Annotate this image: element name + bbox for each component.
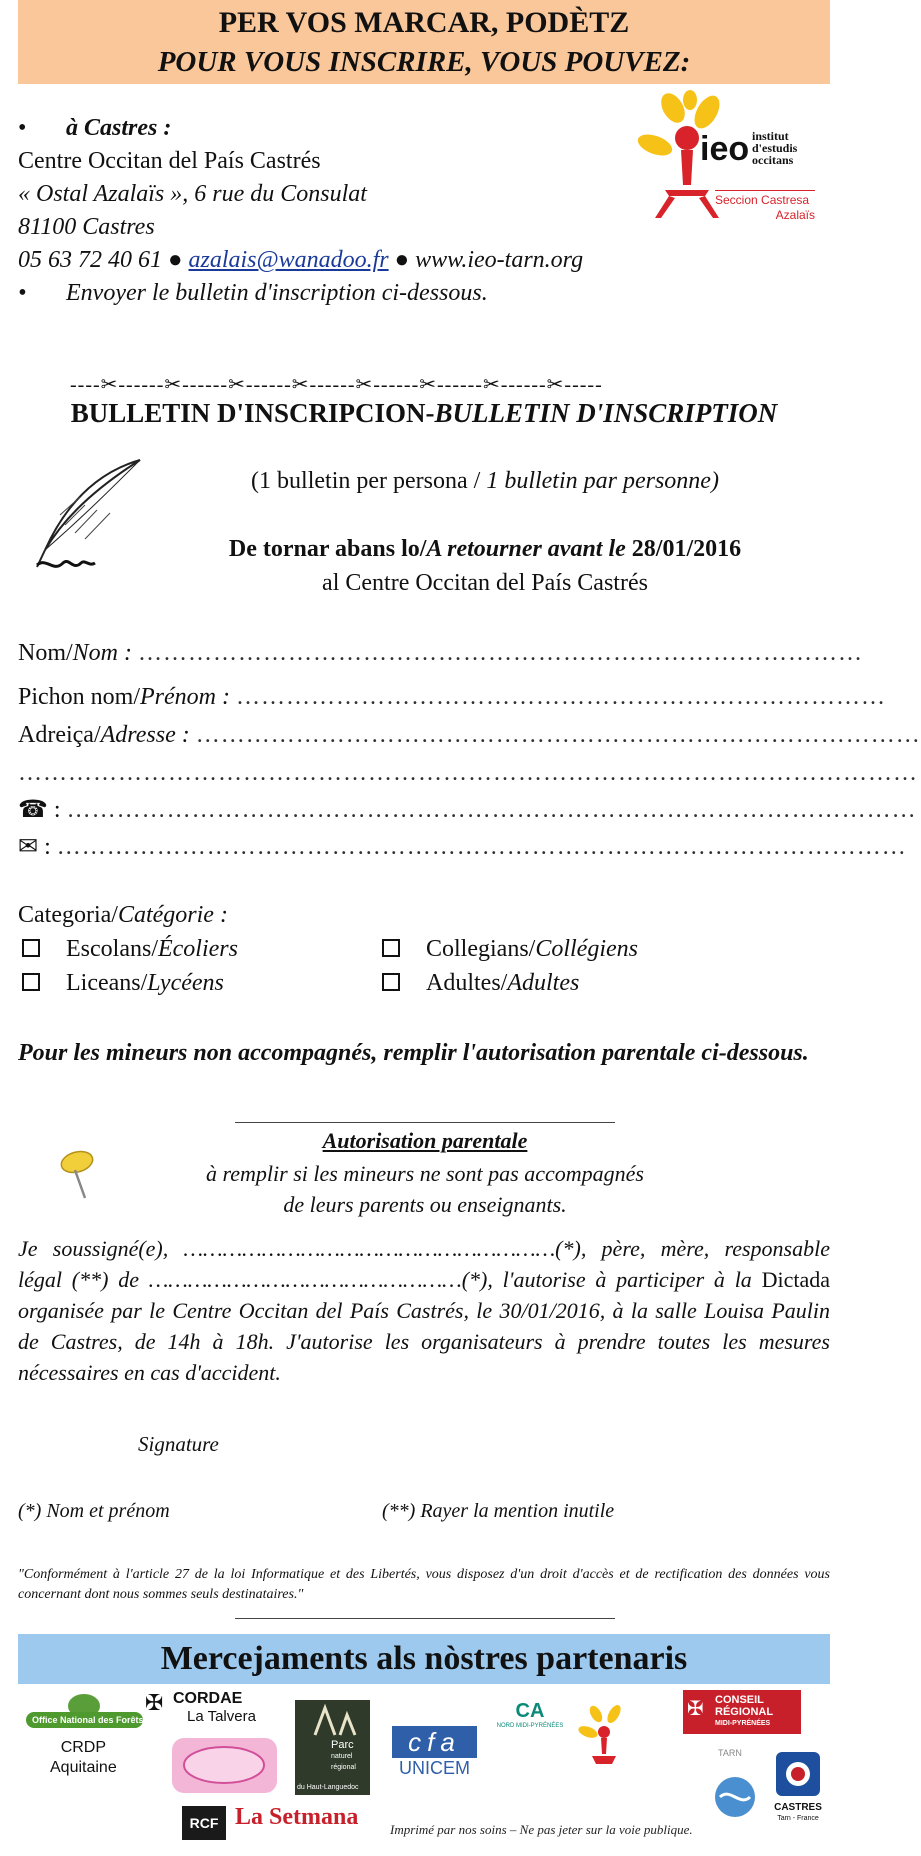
signature-label: Signature: [138, 1432, 219, 1456]
auth-sub2: de leurs parents ou enseignants.: [283, 1192, 567, 1217]
send-bulletin-text: Envoyer le bulletin d'inscription ci-dessous.: [66, 280, 488, 306]
onf-label: Office National des Forêts: [32, 1715, 144, 1725]
ieo-name1: institut: [752, 129, 789, 143]
address-block: [18, 112, 583, 310]
checkbox-icon[interactable]: [382, 939, 400, 957]
phone-field-label: :: [53, 797, 61, 823]
scissors-figure-icon: ✠: [145, 1690, 164, 1715]
checkbox-escolans[interactable]: [22, 936, 238, 963]
talvera-label: La Talvera: [187, 1708, 256, 1725]
website-link[interactable]: www.ieo-tarn.org: [415, 247, 584, 273]
ieo-name2: d'estudis: [752, 141, 798, 155]
category-label-oc: Categoria/: [18, 902, 118, 928]
adresse-label-fr: Adresse :: [100, 722, 190, 748]
cfa-logo: [392, 1726, 477, 1791]
print-notice: Imprimé par nos soins – Ne pas jeter sur la voie publique.: [390, 1822, 693, 1837]
opt2-fr: Collégiens: [535, 936, 638, 962]
bulletin-title-fr: BULLETIN D'INSCRIPTION: [434, 398, 778, 428]
legal-notice: "Conformément à l'article 27 de la loi Informatique et des Libertés, vous disposez d'un droit d'accès et de rectification des données vous concernant dont nous sommes seuls destinataires.": [18, 1567, 830, 1602]
conseil-label2: RÉGIONAL: [715, 1706, 774, 1718]
auth-subtitle: [0, 1158, 850, 1220]
rcf-logo: RCF: [182, 1806, 226, 1840]
partners-title: Mercejaments als nòstres partenaris: [18, 1634, 830, 1684]
parc-label3: régional: [331, 1764, 356, 1771]
bullet-icon: ●: [394, 247, 416, 273]
email-link[interactable]: azalais@wanadoo.fr: [188, 247, 389, 273]
return-fr: A retourner avant le: [426, 536, 626, 562]
ca-label: CA: [515, 1700, 545, 1722]
divider: [235, 1122, 615, 1123]
opt4-oc: Adultes/: [426, 970, 508, 996]
header-title-oc: PER VOS MARCAR, PODÈTZ: [218, 6, 630, 39]
tarn-label: TARN: [718, 1748, 742, 1758]
parc-label4: du Haut-Languedoc: [297, 1784, 359, 1791]
bulletin-title-oc: BULLETIN D'INSCRIPCION-: [70, 398, 435, 428]
checkbox-adultes[interactable]: [382, 970, 579, 997]
onf-logo: [22, 1692, 147, 1732]
ieo-section: Seccion Castresa: [715, 190, 815, 208]
dotted-line: ……………………………………………………………………………: [138, 640, 864, 666]
conseil-label1: CONSEIL: [715, 1694, 764, 1706]
cfa-label: cfa: [392, 1726, 477, 1758]
phone-field[interactable]: [18, 795, 917, 824]
nom-field[interactable]: [18, 640, 864, 667]
address-line3: 81100 Castres: [18, 214, 155, 240]
nom-label-oc: Nom/: [18, 640, 73, 666]
dotted-line: …………………………………………………………………………………………: [66, 797, 917, 823]
auth-sub1: à remplir si les mineurs ne sont pas accompagnés: [206, 1161, 644, 1186]
bulletin-title: [18, 398, 830, 429]
castres-sub-label: Tarn - France: [777, 1815, 819, 1822]
opt1-oc: Escolans/: [66, 936, 158, 962]
mail-field-label: :: [44, 834, 51, 860]
bullet-icon: •: [18, 280, 27, 306]
return-date: 28/01/2016: [631, 536, 742, 562]
envelope-icon: ✉: [18, 834, 39, 860]
auth-p1: Je soussigné(e), …………………………………………………(*), père, mère, responsable légal (**) de …………………………………………(*), l'autorise à participer à la: [18, 1236, 830, 1292]
ieo-name3: occitans: [752, 153, 794, 167]
checkbox-collegians[interactable]: [382, 936, 638, 963]
place-label: à Castres :: [66, 115, 172, 141]
note-nom: (*) Nom et prénom: [18, 1500, 170, 1522]
pink-partner-logo: [172, 1738, 277, 1793]
ieo-abbr: ieo: [700, 130, 750, 168]
conseil-label3: MIDI-PYRÉNÉES: [715, 1720, 771, 1727]
prenom-label-oc: Pichon nom/: [18, 684, 141, 710]
occitan-cross-icon: ✠: [687, 1698, 704, 1720]
ca-sub-label: NORD MIDI-PYRÉNÉES: [496, 1723, 564, 1729]
bullet-icon: •: [18, 115, 27, 141]
bullet-icon: ●: [168, 247, 189, 273]
cut-line: ----✂------✂------✂------✂------✂------✂------✂------✂-----: [70, 374, 603, 396]
per-person-fr: 1 bulletin par personne): [486, 468, 719, 494]
cordae-logo: [145, 1690, 256, 1725]
return-oc: De tornar abans lo/: [228, 536, 427, 562]
address-line1: Centre Occitan del País Castrés: [18, 148, 321, 174]
opt2-oc: Collegians/: [426, 936, 536, 962]
checkbox-icon[interactable]: [22, 973, 40, 991]
divider: [235, 1618, 615, 1619]
crdp-label2: Aquitaine: [50, 1759, 117, 1776]
checkbox-liceans[interactable]: [22, 970, 224, 997]
unicem-label: UNICEM: [399, 1758, 470, 1778]
dotted-line: …………………………………………………………………………………………: [56, 834, 907, 860]
castres-label: CASTRES: [774, 1802, 822, 1813]
ieo-small-logo: [578, 1702, 648, 1772]
credit-agricole-logo: [490, 1700, 570, 1729]
tarn-logo: [710, 1772, 760, 1822]
prenom-label-fr: Prénom :: [140, 684, 230, 710]
adresse-label-oc: Adreiça/: [18, 722, 101, 748]
quill-icon: [25, 455, 145, 575]
phone-number: 05 63 72 40 61: [18, 247, 162, 273]
parc-logo: [295, 1700, 370, 1795]
mail-field[interactable]: [18, 832, 907, 861]
header-banner: [18, 0, 830, 84]
opt3-oc: Liceans/: [66, 970, 148, 996]
prenom-field[interactable]: [18, 684, 886, 711]
return-to: al Centre Occitan del País Castrés: [322, 570, 648, 596]
telephone-icon: ☎: [18, 797, 48, 823]
address-line2: « Ostal Azalaïs », 6 rue du Consulat: [18, 181, 367, 207]
checkbox-icon[interactable]: [22, 939, 40, 957]
auth-title: Autorisation parentale: [322, 1128, 528, 1153]
cordae-label: CORDAE: [173, 1690, 243, 1707]
dotted-line: ………………………………………………………………………………………………: [18, 760, 918, 786]
adresse-field-line2[interactable]: [18, 760, 918, 787]
note-rayer: (**) Rayer la mention inutile: [382, 1500, 615, 1522]
opt3-fr: Lycéens: [147, 970, 224, 996]
castres-logo: [768, 1748, 828, 1800]
nom-label-fr: Nom :: [72, 640, 133, 666]
auth-paragraph: [18, 1233, 830, 1388]
adresse-field[interactable]: [18, 722, 921, 749]
checkbox-icon[interactable]: [382, 973, 400, 991]
crdp-label1: CRDP: [60, 1739, 107, 1756]
auth-p2: organisée par le Centre Occitan del País Castrés, le 30/01/2016, à la salle Louisa Paulin de Castres, de 14h à 18h. J'autorise les organisateurs à prendre toutes les mesures nécessaires en cas d'accident.: [18, 1298, 830, 1385]
category-label-fr: Catégorie :: [117, 902, 228, 928]
opt4-fr: Adultes: [507, 970, 580, 996]
ieo-branch: Azalaïs: [775, 208, 815, 222]
minors-notice: Pour les mineurs non accompagnés, remplir l'autorisation parentale ci-dessous.: [18, 1040, 809, 1066]
dotted-line: ……………………………………………………………………: [236, 684, 886, 710]
conseil-regional-logo: [683, 1690, 801, 1734]
header-title-fr: POUR VOUS INSCRIRE, VOUS POUVEZ:: [157, 46, 691, 78]
parc-label2: naturel: [331, 1753, 353, 1760]
opt1-fr: Écoliers: [157, 936, 238, 962]
per-person-oc: (1 bulletin per persona /: [251, 468, 481, 494]
auth-dictada: Dictada: [761, 1267, 830, 1292]
dotted-line: ……………………………………………………………………………: [195, 722, 921, 748]
la-setmana-logo: La Setmana: [235, 1804, 359, 1830]
parc-label1: Parc: [331, 1739, 354, 1751]
